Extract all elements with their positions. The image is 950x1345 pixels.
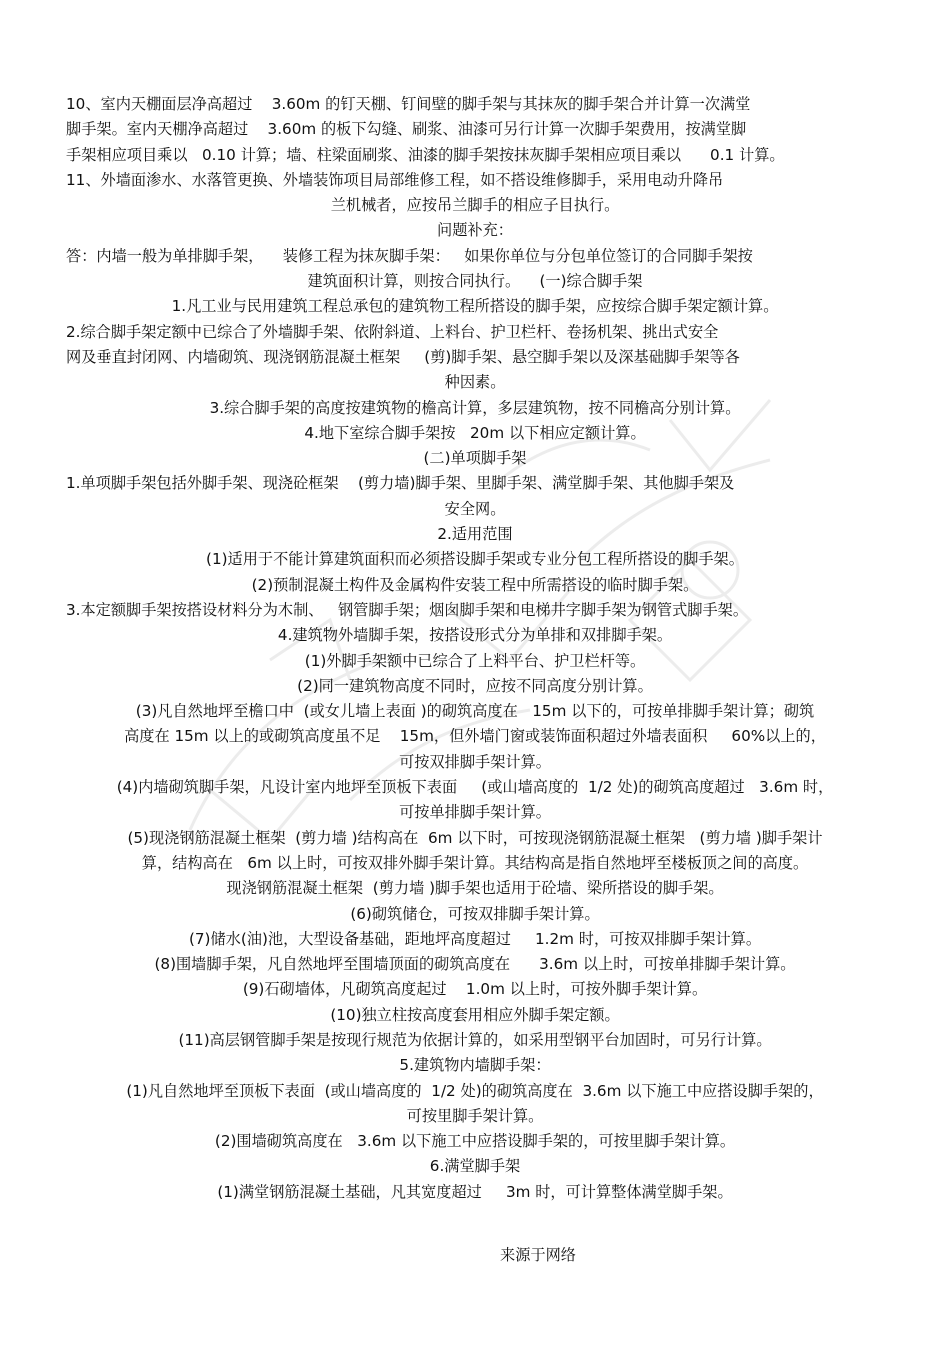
text-line: 答：内墙一般为单排脚手架， 装修工程为抹灰脚手架： 如果你单位与分包单位签订的合同脚手架按 [66,246,753,265]
text-line: 5.建筑物内墙脚手架： [399,1056,551,1075]
text-line: 11、外墙面渗水、水落管更换、外墙装饰项目局部维修工程，如不搭设维修脚手，采用电动升降吊 [66,170,724,189]
text-line: 脚手架。室内天棚净高超过 3.60m 的板下勾缝、刷浆、油漆可另行计算一次脚手架费用，按满堂脚 [66,120,747,139]
text-line: 现浇钢筋混凝土框架 (剪力墙 )脚手架也适用于砼墙、梁所搭设的脚手架。 [226,879,724,898]
text-line: 1.凡工业与民用建筑工程总承包的建筑物工程所搭设的脚手架，应按综合脚手架定额计算。 [171,297,779,316]
text-line: (6)砌筑储仓，可按双排脚手架计算。 [350,904,600,923]
text-line: (7)储水(油)池，大型设备基础，距地坪高度超过 1.2m 时，可按双排脚手架计算。 [188,929,762,948]
text-line: 4.地下室综合脚手架按 20m 以下相应定额计算。 [304,423,646,442]
text-line: 算，结构高在 6m 以上时，可按双排外脚手架计算。其结构高是指自然地坪至楼板顶之间的高度。 [141,853,809,872]
text-line: 网及垂直封闭网、内墙砌筑、现浇钢筋混凝土框架 (剪)脚手架、悬空脚手架以及深基础脚手架等各 [66,347,740,366]
footer-source: 来源于网络 [500,1246,576,1264]
text-line: 2.综合脚手架定额中已综合了外墙脚手架、依附斜道、上料台、护卫栏杆、卷扬机架、挑出式安全 [66,322,719,341]
text-line: 安全网。 [444,499,506,518]
text-line: 种因素。 [444,373,506,392]
text-line: (3)凡自然地坪至檐口中 (或女儿墙上表面 )的砌筑高度在 15m 以下的，可按单排脚手架计算；砌筑 [135,702,815,721]
text-line: (2)同一建筑物高度不同时，应按不同高度分别计算。 [297,676,653,695]
text-line: (1)满堂钢筋混凝土基础，凡其宽度超过 3m 时，可计算整体满堂脚手架。 [217,1182,733,1201]
text-line: (5)现浇钢筋混凝土框架 (剪力墙 )结构高在 6m 以下时，可按现浇钢筋混凝土框架 (剪力墙 )脚手架计 [127,828,823,847]
text-line: (10)独立柱按高度套用相应外脚手架定额。 [330,1005,620,1024]
text-line: (9)石砌墙体，凡砌筑高度起过 1.0m 以上时，可按外脚手架计算。 [242,980,708,999]
text-line: (11)高层钢管脚手架是按现行规范为依据计算的，如采用型钢平台加固时，可另行计算。 [178,1030,772,1049]
text-line: (8)围墙脚手架，凡自然地坪至围墙顶面的砌筑高度在 3.6m 以上时，可按单排脚手架计算。 [154,955,796,974]
text-line: (2)围墙砌筑高度在 3.6m 以下施工中应搭设脚手架的，可按里脚手架计算。 [214,1132,736,1151]
text-line: (1)外脚手架额中已综合了上料平台、护卫栏杆等。 [304,651,646,670]
text-line: 4.建筑物外墙脚手架，按搭设形式分为单排和双排脚手架。 [277,626,673,645]
text-line: 可按双排脚手架计算。 [399,752,551,771]
text-line: 可按单排脚手架计算。 [399,803,551,822]
text-line: (二)单项脚手架 [423,449,527,468]
text-line: 1.单项脚手架包括外脚手架、现浇砼框架 (剪力墙)脚手架、里脚手架、满堂脚手架、其他脚手架及 [66,474,735,493]
text-line: 问题补充： [437,221,513,240]
text-line: 6.满堂脚手架 [429,1157,521,1176]
text-line: 10、室内天棚面层净高超过 3.60m 的钉天棚、钉间壁的脚手架与其抹灰的脚手架合并计算一次满堂 [66,95,751,113]
text-line: 手架相应项目乘以 0.10 计算；墙、柱梁面刷浆、油漆的脚手架按抹灰脚手架相应项目乘以 0.1 计算。 [66,145,785,164]
text-line: (1)凡自然地坪至顶板下表面 (或山墙高度的 1/2 处)的砌筑高度在 3.6m 以下施工中应搭设脚手架的， [126,1081,824,1100]
body-text [66,92,884,1205]
text-line: 3.综合脚手架的高度按建筑物的檐高计算，多层建筑物，按不同檐高分别计算。 [209,398,741,417]
text-line: 高度在 15m 以上的或砌筑高度虽不足 15m，但外墙门窗或装饰面积超过外墙表面积 60%以上的， [124,727,826,746]
text-line: (2)预制混凝土构件及金属构件安装工程中所需搭设的临时脚手架。 [251,575,699,594]
text-line: 3.本定额脚手架按搭设材料分为木制、 钢管脚手架；烟囱脚手架和电梯井字脚手架为钢管式脚手架。 [66,600,749,619]
text-line: 2.适用范围 [437,525,513,544]
text-line: 兰机械者，应按吊兰脚手的相应子目执行。 [330,196,620,215]
text-line: (4)内墙砌筑脚手架，凡设计室内地坪至顶板下表面 (或山墙高度的 1/2 处)的砌筑高度超过 3.6m 时， [116,778,834,797]
text-line: (1)适用于不能计算建筑面积而必须搭设脚手架或专业分包工程所搭设的脚手架。 [206,550,744,569]
text-line: 建筑面积计算，则按合同执行。 (一)综合脚手架 [307,272,643,291]
text-line: 可按里脚手架计算。 [406,1106,544,1125]
